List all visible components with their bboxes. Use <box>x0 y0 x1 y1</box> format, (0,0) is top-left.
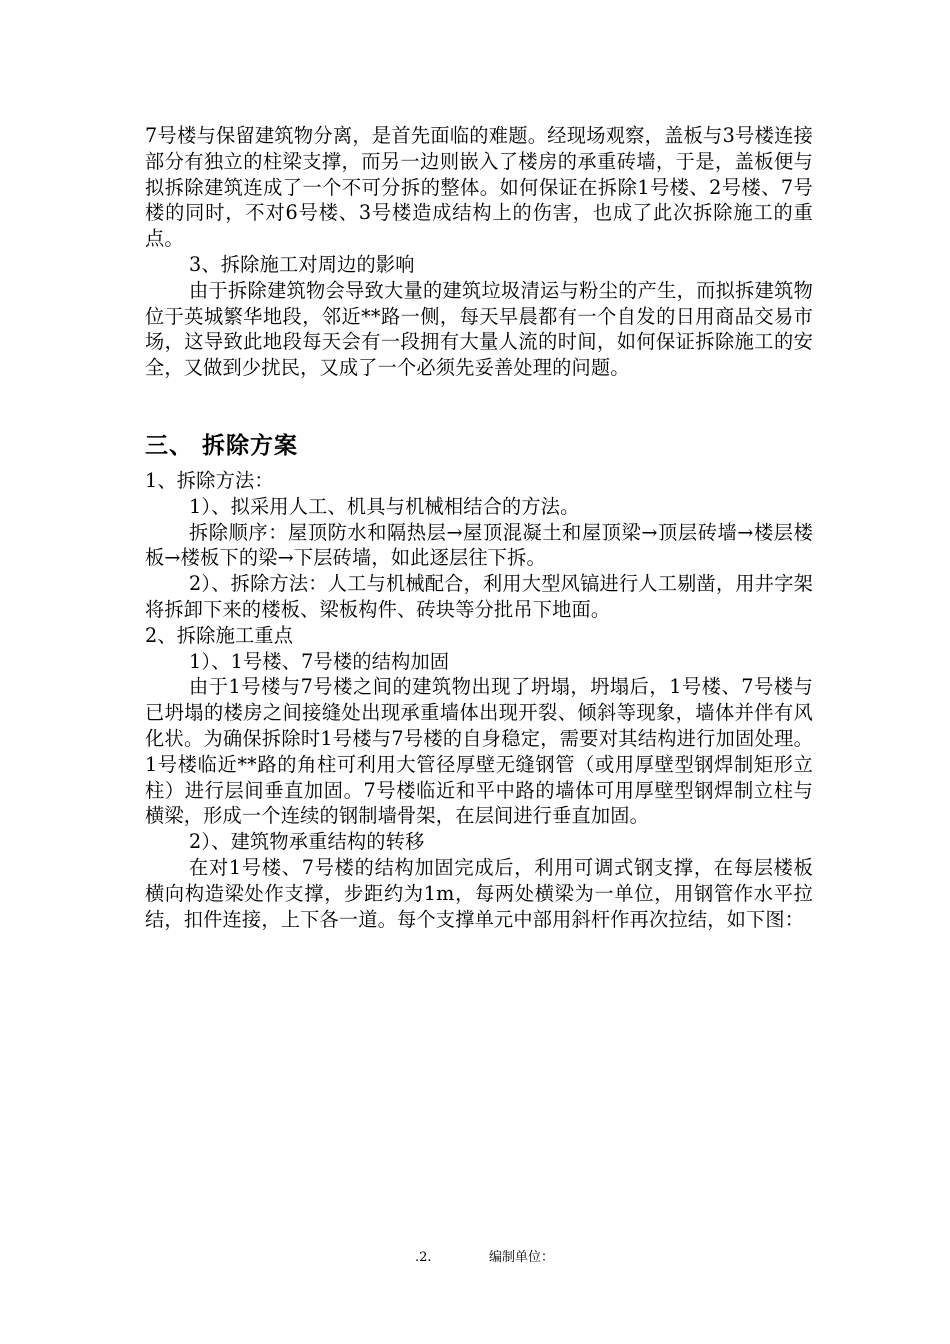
paragraph-building-separation: 7号楼与保留建筑物分离，是首先面临的难题。经现场观察，盖板与3号楼连接部分有独立的柱梁支撑，而另一边则嵌入了楼房的承重砖墙，于是，盖板便与拟拆除建筑连成了一个不可分拆的整体。如何保证在拆除1号楼、2号楼、7号楼的同时，不对6号楼、3号楼造成结构上的伤害，也成了此次拆除施工的重点。 <box>145 124 813 251</box>
subheading-reinforcement: 1）、1号楼、7号楼的结构加固 <box>189 649 450 673</box>
page-footer <box>0 1248 950 1268</box>
document-body <box>145 123 813 932</box>
paragraph-reinforcement: 由于1号楼与7号楼之间的建筑物出现了坍塌，坍塌后，1号楼、7号楼与已坍塌的楼房之间接缝处出现承重墙体出现开裂、倾斜等现象，墙体并伴有风化状。为确保拆除时1号楼与7号楼的自身稳定，需要对其结构进行加固处理。1号楼临近**路的角柱可利用大管径厚壁无缝钢管（或用厚壁型钢焊制矩形立柱）进行层间垂直加固。7号楼临近和平中路的墙体可用厚壁型钢焊制立柱与横梁，形成一个连续的钢制墙骨架，在层间进行垂直加固。 <box>145 675 813 828</box>
subheading-load-transfer: 2）、建筑物承重结构的转移 <box>189 830 425 854</box>
editor-label: 编制单位： <box>489 1250 555 1265</box>
subheading-key-points: 2、拆除施工重点 <box>145 623 294 647</box>
paragraph-method-1: 1）、拟采用人工、机具与机械相结合的方法。 <box>189 494 580 518</box>
paragraph-demolition-order: 拆除顺序：屋顶防水和隔热层→屋顶混凝土和屋顶梁→顶层砖墙→楼层楼板→楼板下的梁→下层砖墙，如此逐层往下拆。 <box>145 520 813 570</box>
subheading-surrounding-impact: 3、拆除施工对周边的影响 <box>189 252 415 276</box>
paragraph-method-2: 2）、拆除方法：人工与机械配合，利用大型风镐进行人工剔凿，用井字架将拆卸下来的楼板、梁板构件、砖块等分批吊下地面。 <box>145 572 813 621</box>
paragraph-load-transfer: 在对1号楼、7号楼的结构加固完成后，利用可调式钢支撑，在每层楼板横向构造梁处作支撑，步距约为1m，每两处横梁为一单位，用钢管作水平拉结，扣件连接，上下各一道。每个支撑单元中部用斜杆作再次拉结，如下图： <box>145 855 813 931</box>
subheading-demolition-method: 1、拆除方法： <box>145 468 274 492</box>
paragraph-surrounding-impact: 由于拆除建筑物会导致大量的建筑垃圾清运与粉尘的产生，而拟拆建筑物位于英城繁华地段，邻近**路一侧，每天早晨都有一个自发的日用商品交易市场，这导致此地段每天会有一段拥有大量人流的时间，如何保证拆除施工的安全，又做到少扰民，又成了一个必须先妥善处理的问题。 <box>145 278 813 380</box>
section-heading-demolition-plan: 三、 拆除方案 <box>145 432 299 459</box>
page-number: .2. <box>415 1250 432 1265</box>
